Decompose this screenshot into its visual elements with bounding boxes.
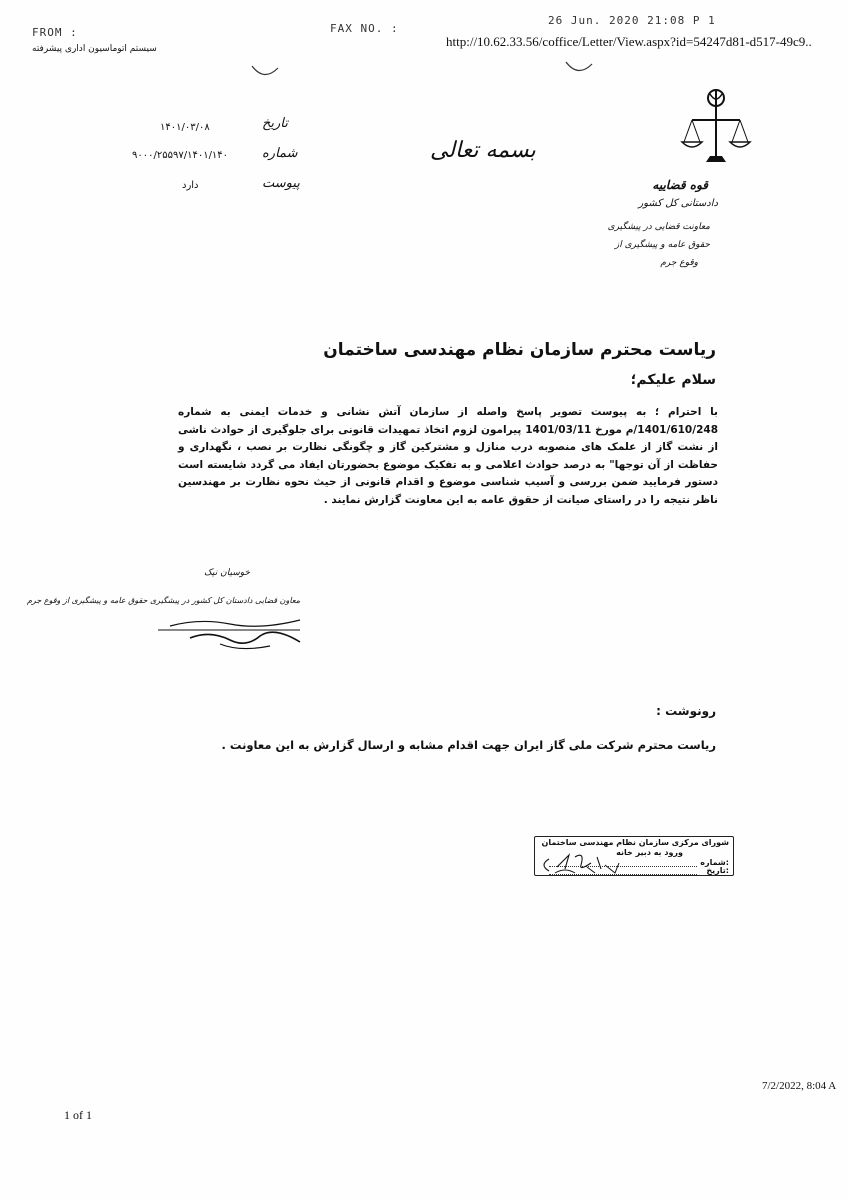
signer-name: خوسیان نیک [204, 568, 250, 578]
recipient-line: ریاست محترم سازمان نظام مهندسی ساختمان [323, 340, 716, 360]
stamp-date-line [549, 874, 697, 875]
number-label: شماره [262, 146, 298, 161]
cc-line: ریاست محترم شرکت ملی گاز ایران جهت اقدام مشابه و ارسال گزارش به این معاونت . [221, 738, 716, 752]
org-office: دادستانی کل کشور [638, 198, 718, 209]
registration-stamp [534, 836, 734, 876]
attachment-label: پیوست [262, 176, 300, 191]
fax-number-label: FAX NO. : [330, 22, 399, 35]
stamp-number-line [549, 866, 697, 867]
print-timestamp: 7/2/2022, 8:04 A [762, 1080, 837, 1092]
fax-from-label: FROM : [32, 26, 78, 39]
handwritten-signature [26, 560, 320, 656]
stamp-title: شورای مرکزی سازمان نظام مهندسی ساختمان [541, 838, 729, 847]
letter-body: با احترام ؛ به پیوست تصویر پاسخ واصله از سازمان آتش نشانی و خدمات ایمنی به شماره 1401/610/248/م مورخ 1401/03/11 پیرامون لزوم اتخاذ تمهیدات قانونی برای جلوگیری از حوادث ناشی از نشت گاز از علمک های منصوبه درب منازل و مشترکین گاز و چگونگی نظارت بر نصب ، نگهداری و حفاظت از آن توجها" به درصد حوادث اعلامی و به تفکیک موضوع بحضورتان ایفاد می گردد شایسته است دستور فرمایید ضمن بررسی و آسیب شناسی موضوع و اقدام قانونی از حیث نحوه نظارت بر مهندسین ناظر نتیجه را در راستای صیانت از حقوق عامه به این معاونت گزارش نمایند . [178, 406, 718, 506]
org-dept-line-1: معاونت قضایی در پیشگیری [607, 222, 710, 232]
stamp-date-label: تاریخ: [706, 866, 729, 875]
org-name: قوه قضاییه [652, 178, 708, 192]
source-url: http://10.62.33.56/coffice/Letter/View.aspx?id=54247d81-d517-49c9.. [446, 34, 812, 49]
scan-mark-left [250, 62, 280, 80]
cc-label: رونوشت : [656, 704, 716, 718]
basmala: بسمه تعالی [430, 138, 536, 163]
date-value: ۱۴۰۱/۰۳/۰۸ [160, 122, 210, 133]
scan-mark-right [564, 58, 594, 76]
attachment-value: دارد [182, 180, 199, 191]
org-dept-line-3: وقوع جرم [660, 258, 698, 268]
stamp-subtitle: ورود به دبیر خانه [616, 848, 683, 857]
fax-sender-name: سیستم اتوماسیون اداری پیشرفته [32, 44, 157, 54]
stamp-number-label: شماره: [700, 858, 729, 867]
page-count: 1 of 1 [64, 1108, 92, 1122]
judiciary-emblem-icon [676, 86, 752, 176]
number-value: ۹۰۰۰/۲۵۵۹۷/۱۴۰۱/۱۴۰ [132, 150, 229, 161]
fax-timestamp: 26 Jun. 2020 21:08 P 1 [548, 14, 716, 27]
greeting: سلام علیکم؛ [630, 372, 716, 388]
signer-title: معاون قضایی دادستان کل کشور در پیشگیری حقوق عامه و پیشگیری از وقوع جرم [26, 596, 300, 605]
date-label: تاریخ [262, 116, 288, 131]
org-dept-line-2: حقوق عامه و پیشگیری از [614, 240, 710, 250]
